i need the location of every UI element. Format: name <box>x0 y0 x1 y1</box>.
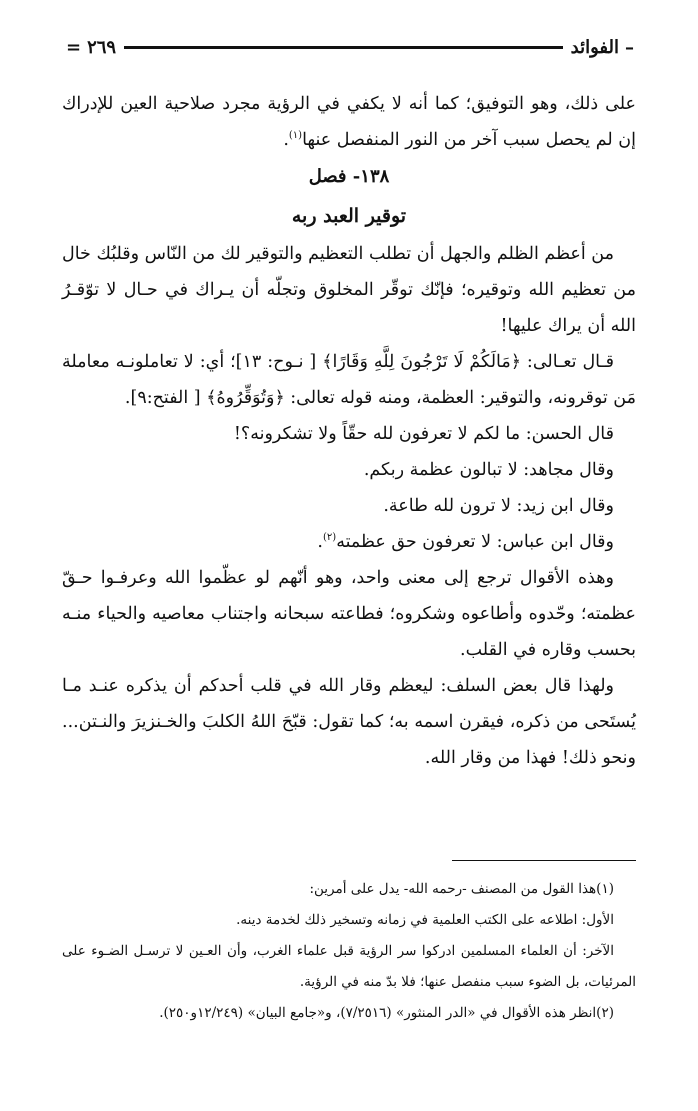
header-mark: = <box>66 36 82 58</box>
footnote-1: (١)هذا القول من المصنف -رحمه الله- يدل على أمرين: <box>309 881 614 897</box>
section-number: ١٣٨- فصل <box>308 166 390 187</box>
footnote-ref-1: (١) <box>288 130 303 142</box>
running-header <box>66 32 634 62</box>
quote-hasan: قال الحسن: ما لكم لا تعرفون لله حقّاً ولا تشكرونه؟! <box>233 424 614 444</box>
quote-ibn-zayd: وقال ابن زيد: لا ترون لله طاعة. <box>383 496 614 516</box>
footnote-separator <box>452 860 636 861</box>
paragraph-1: على ذلك، وهو التوفيق؛ كما أنه لا يكفي في الرؤية مجرد صلاحية العين للإدراك إن لم يحصل سبب آخر من النور المنفصل عنها$^{(١)}$. <box>62 94 636 150</box>
paragraph-2: من أعظم الظلم والجهل أن تطلب التعظيم والتوقير لك من النّاس وقلبُك خال من تعظيم الله وتوقيره؛ فإنّك توقّر المخلوق وتجلّه أن يـراك في حـال لا توّقـرُ الله أن يراك عليها! <box>62 244 636 336</box>
page-number: ٢٦٩ <box>87 36 117 58</box>
paragraph-5: ولهذا قال بعض السلف: ليعظم وقار الله في قلب أحدكم أن يذكره عنـد مـا يُستَحى من ذكره، فيقرن اسمه به؛ كما تقول: قبّحَ اللهُ الكلبَ والخـنزيرَ والنـتن... ونحو ذلك! فهذا من وقار الله. <box>62 676 636 768</box>
footnotes <box>62 874 636 1029</box>
quote-ibn-abbas: وقال ابن عباس: لا تعرفون حق عظمته$^{(٢)}$. <box>317 532 614 552</box>
paragraph-3: قـال تعـالى: ﴿مَالَكُمْ لَا تَرْجُونَ لِلَّهِ وَقَارًا﴾ [ نـوح: ١٣]؛ أي: لا تعاملونـه معاملة مَن توقرونه، والتوقير: العظمة، ومنه قوله تعالى: ﴿وَتُوَقِّرُوهُ﴾ [ الفتح:٩]. <box>62 352 636 408</box>
footnote-ref-2: (٢) <box>323 532 337 544</box>
main-text <box>62 86 636 776</box>
footnote-1-second: الآخر: أن العلماء المسلمين ادركوا سر الرؤية قبل علماء الغرب، وأن العـين لا ترسـل الضـوء على المرئيات، بل الضوء سبب منفصل عنها؛ فلا بدّ منه في الرؤية. <box>62 943 636 990</box>
header-dash: – <box>625 36 634 58</box>
section-title: توقير العبد ربه <box>291 205 407 227</box>
paragraph-4: وهذه الأقوال ترجع إلى معنى واحد، وهو أنّهم لو عظّموا الله وعرفـوا حـقّ عظمته؛ وحّدوه وأطاعوه وشكروه؛ فطاعته سبحانه واجتناب معاصيه والحياء منـه بحسب وقاره في القلب. <box>62 568 636 660</box>
header-title: الفوائد <box>570 36 619 58</box>
quote-mujahid: وقال مجاهد: لا تبالون عظمة ربكم. <box>363 460 614 480</box>
footnote-2: (٢)انظر هذه الأقوال في «الدر المنثور» (٧/٢٥١٦)، و«جامع البيان» (١٢/٢٤٩و٢٥٠). <box>159 1005 614 1021</box>
header-rule <box>124 46 563 49</box>
footnote-1-first: الأول: اطلاعه على الكتب العلمية في زمانه وتسخير ذلك لخدمة دينه. <box>236 912 614 928</box>
